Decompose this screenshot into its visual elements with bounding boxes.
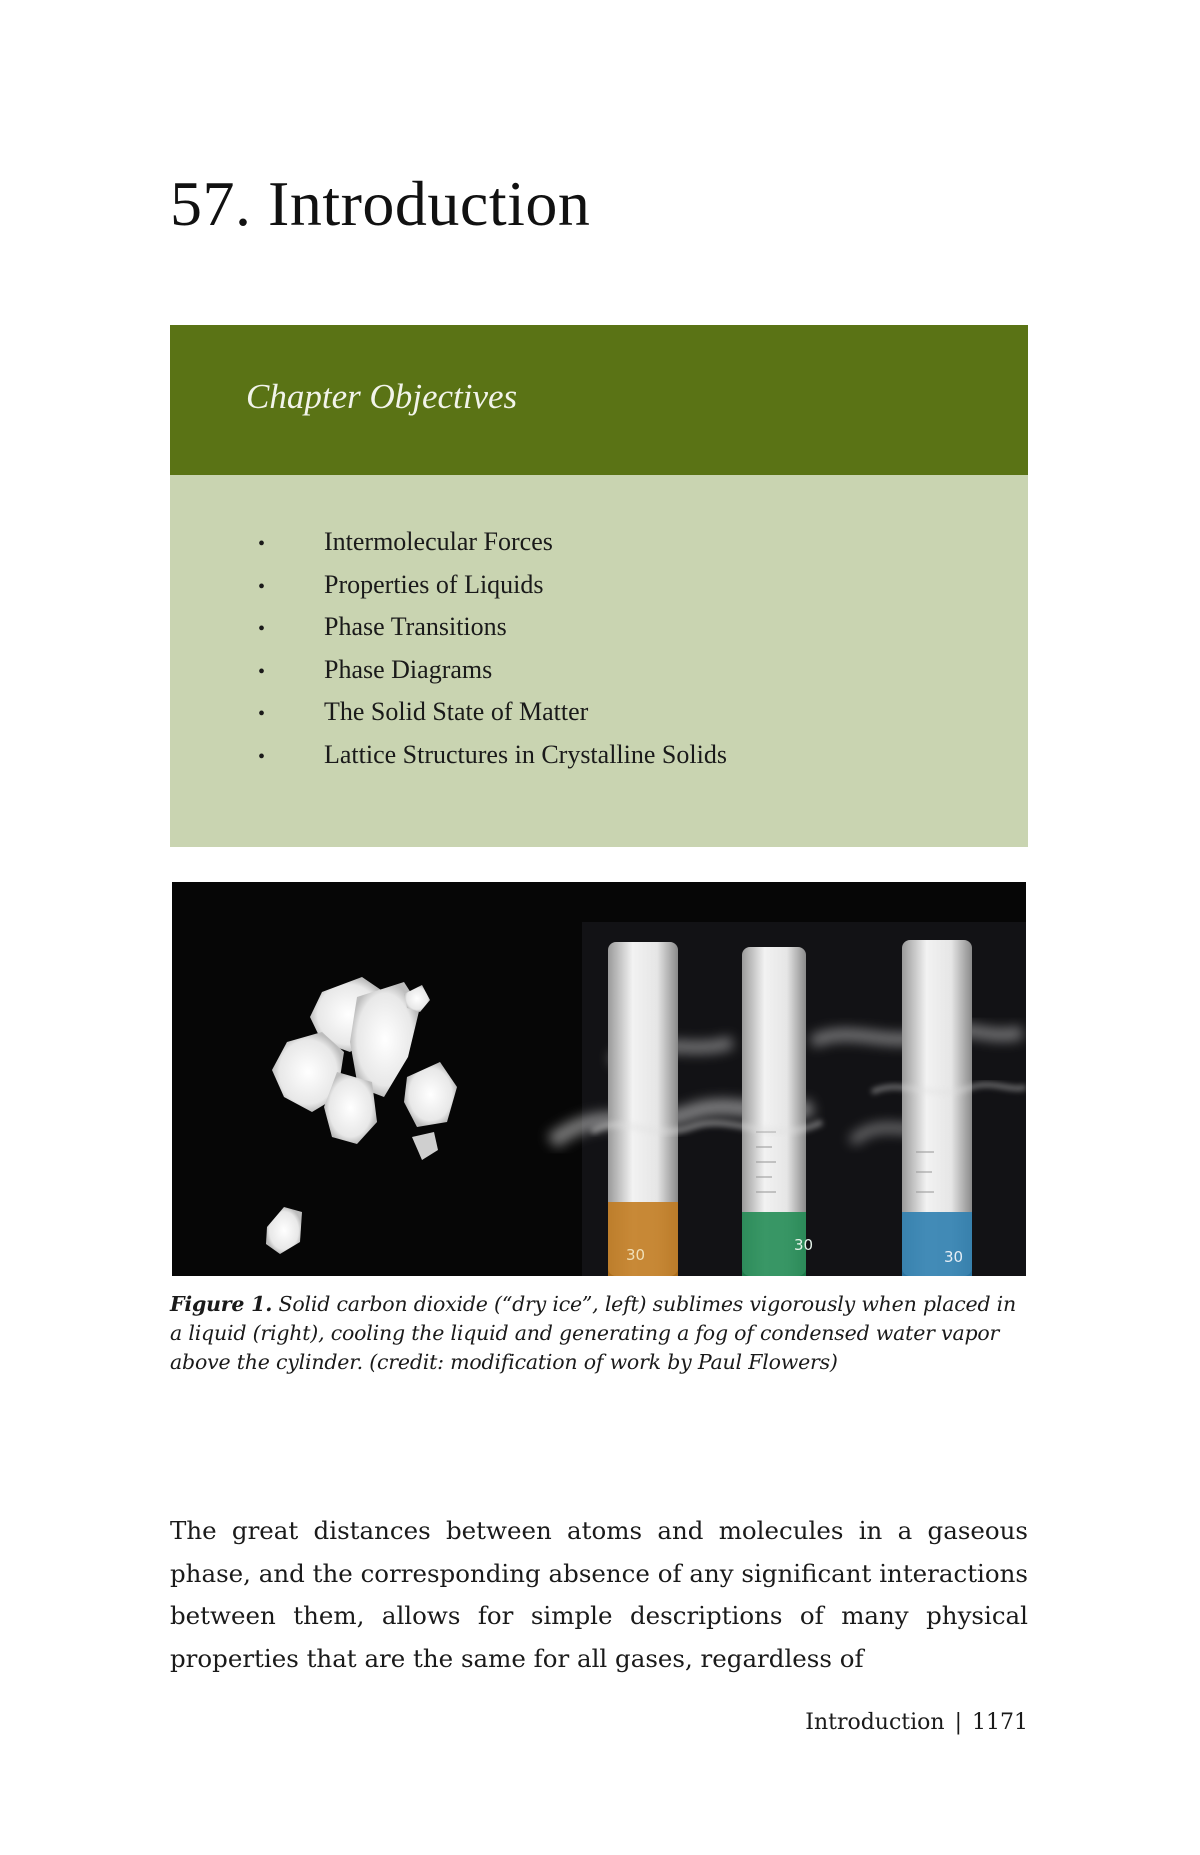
objective-text: Properties of Liquids bbox=[324, 569, 544, 599]
objective-item bbox=[258, 570, 727, 613]
liquid-right bbox=[902, 1212, 972, 1276]
chapter-objectives-title: Chapter Objectives bbox=[246, 377, 518, 416]
objective-item bbox=[258, 655, 727, 698]
page-title: 57. Introduction bbox=[170, 168, 591, 239]
objectives-list bbox=[258, 527, 727, 782]
chapter-objectives-header bbox=[170, 325, 1028, 475]
bullet-icon: • bbox=[258, 745, 266, 768]
objective-text: Phase Diagrams bbox=[324, 654, 493, 684]
cylinder-mark-middle: 30 bbox=[794, 1236, 814, 1254]
body-paragraph: The great distances between atoms and molecules in a gaseous phase, and the corresponding absence of any significant interactions between them, allows for simple descriptions of many physical properties that are the same for all gases, regardless of bbox=[170, 1516, 1028, 1673]
objective-text: Phase Transitions bbox=[324, 612, 507, 641]
graduated-cylinders bbox=[608, 940, 972, 1276]
chapter-objectives-box bbox=[170, 325, 1028, 847]
footer-separator: | bbox=[954, 1710, 962, 1735]
bullet-icon: • bbox=[258, 533, 266, 555]
objective-text: Intermolecular Forces bbox=[324, 527, 553, 556]
objective-item bbox=[258, 697, 727, 740]
running-footer bbox=[805, 1710, 1028, 1735]
figure-caption-text: Solid carbon dioxide (“dry ice”, left) sublimes vigorously when placed in a liquid (right), cooling the liquid and generating a fog of condensed water vapor above the cylinder. (credit: modification of work by Paul Flowers) bbox=[170, 1292, 1017, 1374]
footer-page-number: 1171 bbox=[972, 1710, 1028, 1735]
bullet-icon: • bbox=[258, 660, 266, 683]
liquid-left bbox=[608, 1202, 678, 1276]
figure-caption bbox=[170, 1290, 1030, 1377]
footer-section: Introduction bbox=[805, 1710, 945, 1735]
chapter-objectives-body bbox=[170, 475, 1028, 847]
figure-label: Figure 1. bbox=[170, 1292, 273, 1316]
bullet-icon: • bbox=[258, 618, 266, 640]
cylinder-mark-right: 30 bbox=[944, 1248, 964, 1266]
bullet-icon: • bbox=[258, 575, 266, 598]
objective-item bbox=[258, 612, 727, 655]
dry-ice-photo-illustration bbox=[172, 882, 1026, 1276]
objective-text: Lattice Structures in Crystalline Solids bbox=[324, 739, 727, 769]
objective-text: The Solid State of Matter bbox=[324, 697, 589, 726]
objective-item bbox=[258, 740, 727, 783]
figure-photo bbox=[172, 882, 1026, 1276]
bullet-icon: • bbox=[258, 703, 266, 725]
objective-item bbox=[258, 527, 727, 570]
cylinder-mark-left: 30 bbox=[626, 1246, 646, 1264]
dry-ice-chunks bbox=[266, 977, 457, 1254]
